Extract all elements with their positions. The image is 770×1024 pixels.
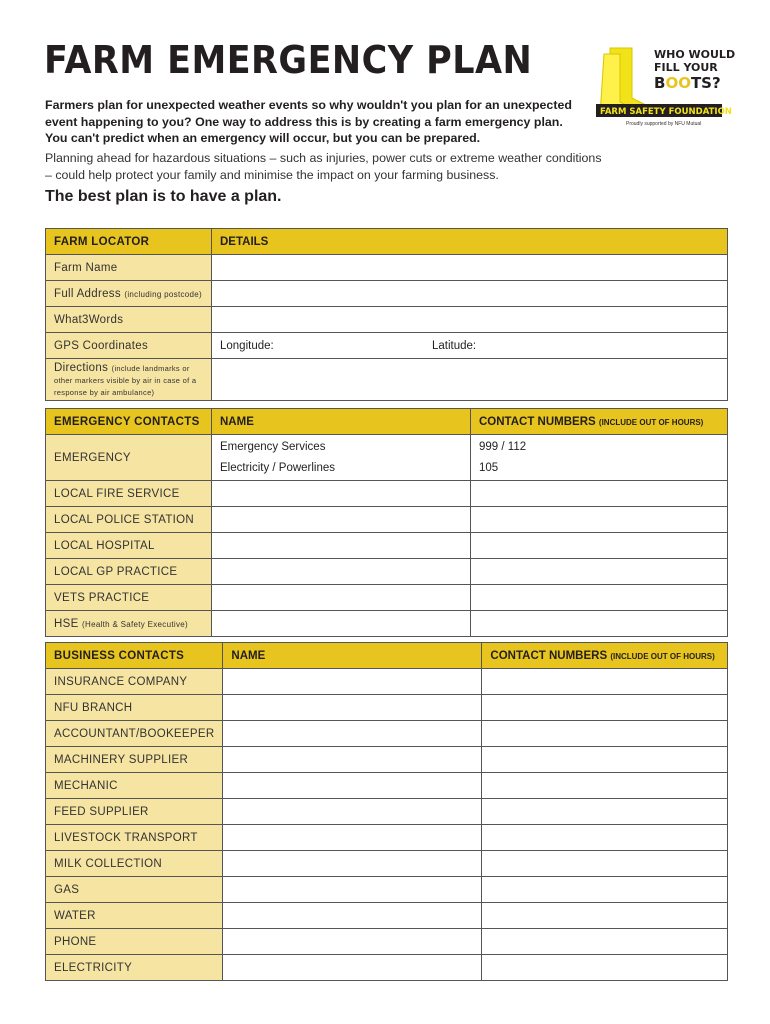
number-field[interactable]: [471, 559, 728, 585]
name-field[interactable]: [212, 481, 471, 507]
name-field[interactable]: [223, 773, 482, 799]
business-label: PHONE: [46, 929, 223, 955]
number-field[interactable]: [482, 695, 728, 721]
business-label: MECHANIC: [46, 773, 223, 799]
name-field[interactable]: [223, 903, 482, 929]
name-field[interactable]: [212, 507, 471, 533]
header-farm-locator: FARM LOCATOR: [46, 229, 212, 255]
name-field[interactable]: [212, 559, 471, 585]
table-row: [46, 955, 728, 981]
table-row: [46, 877, 728, 903]
emergency-contacts-table: [45, 408, 728, 637]
label-fire-service: LOCAL FIRE SERVICE: [46, 481, 212, 507]
business-label: MACHINERY SUPPLIER: [46, 747, 223, 773]
business-label: INSURANCE COMPANY: [46, 669, 223, 695]
header-contact-numbers: CONTACT NUMBERS (INCLUDE OUT OF HOURS): [482, 643, 728, 669]
name-field[interactable]: [223, 851, 482, 877]
business-label: WATER: [46, 903, 223, 929]
what3words-field[interactable]: [212, 307, 728, 333]
name-field[interactable]: [223, 825, 482, 851]
header-emergency-contacts: EMERGENCY CONTACTS: [46, 409, 212, 435]
number-field[interactable]: [471, 611, 728, 637]
farm-locator-table: [45, 228, 728, 401]
number-field[interactable]: [482, 955, 728, 981]
farm-safety-foundation-logo: [596, 40, 736, 130]
table-row: [46, 669, 728, 695]
name-field[interactable]: [223, 877, 482, 903]
svg-text:FILL YOUR: FILL YOUR: [654, 61, 718, 74]
emergency-names: Emergency Services Electricity / Powerlines: [212, 435, 471, 481]
label-directions: Directions (include landmarks or other markers visible by air in case of a response by air ambulance): [46, 359, 212, 401]
number-field[interactable]: [471, 585, 728, 611]
number-field[interactable]: [482, 851, 728, 877]
table-row: [46, 773, 728, 799]
business-label: ACCOUNTANT/BOOKEEPER: [46, 721, 223, 747]
name-field[interactable]: [223, 799, 482, 825]
business-label: GAS: [46, 877, 223, 903]
name-field[interactable]: [223, 955, 482, 981]
label-vets: VETS PRACTICE: [46, 585, 212, 611]
label-farm-name: Farm Name: [46, 255, 212, 281]
business-label: MILK COLLECTION: [46, 851, 223, 877]
header-name: NAME: [212, 409, 471, 435]
table-row: [46, 747, 728, 773]
business-contacts-table: [45, 642, 728, 981]
header-name: NAME: [223, 643, 482, 669]
subtitle: The best plan is to have a plan.: [45, 188, 282, 205]
name-field[interactable]: [223, 929, 482, 955]
label-what3words: What3Words: [46, 307, 212, 333]
number-field[interactable]: [482, 799, 728, 825]
emergency-numbers: 999 / 112 105: [471, 435, 728, 481]
svg-text:WHO WOULD: WHO WOULD: [654, 48, 736, 61]
name-field[interactable]: [212, 585, 471, 611]
gps-field[interactable]: [212, 333, 728, 359]
label-police: LOCAL POLICE STATION: [46, 507, 212, 533]
page-title: FARM EMERGENCY PLAN: [44, 38, 533, 82]
header-details: DETAILS: [212, 229, 728, 255]
number-field[interactable]: [471, 507, 728, 533]
business-label: NFU BRANCH: [46, 695, 223, 721]
name-field[interactable]: [212, 533, 471, 559]
header-contact-numbers: CONTACT NUMBERS (INCLUDE OUT OF HOURS): [471, 409, 728, 435]
longitude-label: Longitude:: [220, 339, 274, 352]
label-hse: HSE (Health & Safety Executive): [46, 611, 212, 637]
svg-text:Proudly supported by NFU Mutua: Proudly supported by NFU Mutual: [626, 121, 702, 127]
latitude-label: Latitude:: [432, 339, 477, 352]
svg-text:BOOTS?: BOOTS?: [654, 74, 721, 92]
number-field[interactable]: [482, 877, 728, 903]
number-field[interactable]: [482, 721, 728, 747]
business-label: FEED SUPPLIER: [46, 799, 223, 825]
table-row: [46, 903, 728, 929]
header-business-contacts: BUSINESS CONTACTS: [46, 643, 223, 669]
table-row: [46, 721, 728, 747]
business-label: LIVESTOCK TRANSPORT: [46, 825, 223, 851]
number-field[interactable]: [471, 481, 728, 507]
label-gps: GPS Coordinates: [46, 333, 212, 359]
table-row: [46, 851, 728, 877]
name-field[interactable]: [212, 611, 471, 637]
number-field[interactable]: [482, 903, 728, 929]
intro-bold: Farmers plan for unexpected weather events so why wouldn't you plan for an unexpected event happening to you? One way to address this is by creating a farm emergency plan. You can't predict when an emergency will occur, but you can be prepared.: [45, 98, 572, 145]
intro-text: Planning ahead for hazardous situations – such as injuries, power cuts or extreme weather conditions – could help protect your family and minimise the impact on your farming business.: [45, 151, 602, 182]
number-field[interactable]: [482, 773, 728, 799]
name-field[interactable]: [223, 721, 482, 747]
label-emergency: EMERGENCY: [46, 435, 212, 481]
farm-name-field[interactable]: [212, 255, 728, 281]
number-field[interactable]: [471, 533, 728, 559]
label-address: Full Address (including postcode): [46, 281, 212, 307]
number-field[interactable]: [482, 747, 728, 773]
address-field[interactable]: [212, 281, 728, 307]
table-row: [46, 695, 728, 721]
table-row: [46, 825, 728, 851]
directions-field[interactable]: [212, 359, 728, 401]
number-field[interactable]: [482, 669, 728, 695]
label-hospital: LOCAL HOSPITAL: [46, 533, 212, 559]
name-field[interactable]: [223, 747, 482, 773]
name-field[interactable]: [223, 695, 482, 721]
number-field[interactable]: [482, 929, 728, 955]
svg-text:FARM SAFETY FOUNDATION: FARM SAFETY FOUNDATION: [600, 107, 732, 117]
label-gp: LOCAL GP PRACTICE: [46, 559, 212, 585]
table-row: [46, 929, 728, 955]
name-field[interactable]: [223, 669, 482, 695]
table-row: [46, 799, 728, 825]
number-field[interactable]: [482, 825, 728, 851]
business-label: ELECTRICITY: [46, 955, 223, 981]
